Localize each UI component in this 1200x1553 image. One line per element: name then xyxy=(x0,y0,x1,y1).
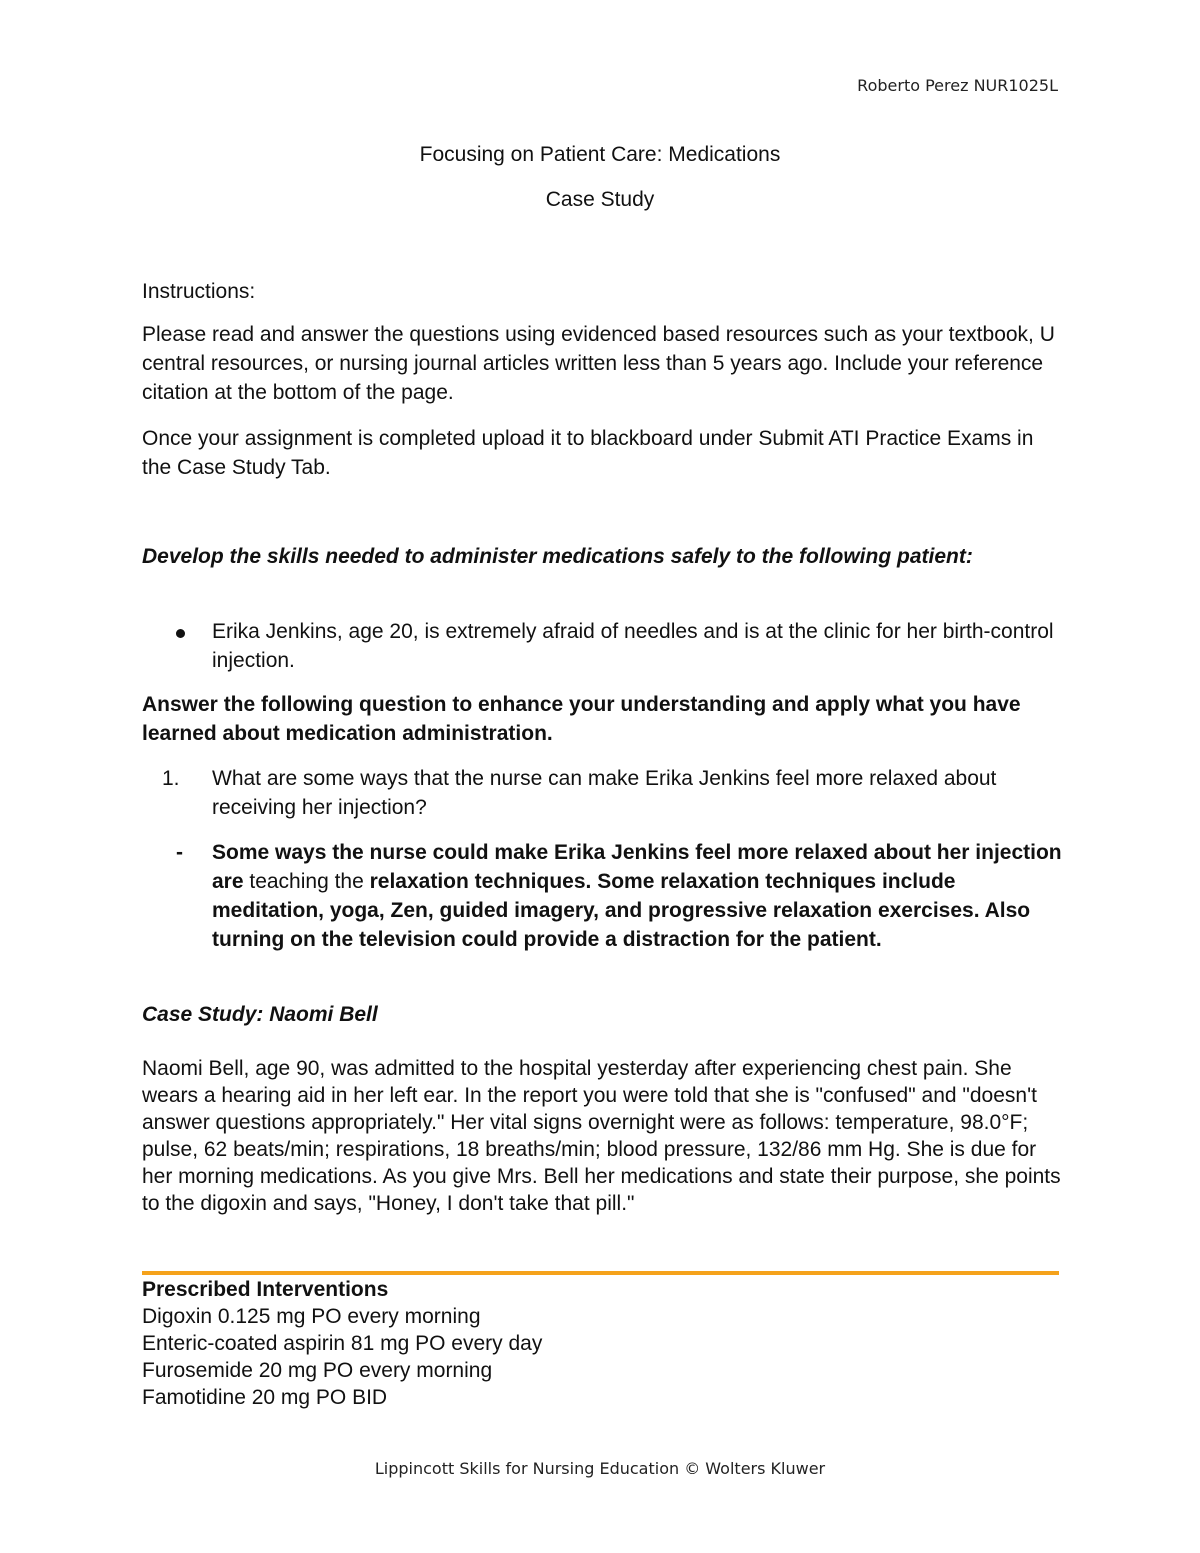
list-item: Furosemide 20 mg PO every morning xyxy=(142,1359,493,1382)
prescribed-interventions xyxy=(142,1276,1062,1411)
list-item: Digoxin 0.125 mg PO every morning xyxy=(142,1305,481,1328)
page-footer: Lippincott Skills for Nursing Education © Wolters Kluwer xyxy=(374,1459,826,1478)
answer-text-part-2: teaching the xyxy=(243,870,370,893)
answer-text-part-3: relaxation techniques. Some relaxation techniques include meditation, yoga, Zen, guided imagery, and progressive relaxation exercises. Also turning on the television could provide a distraction for the patient. xyxy=(212,870,1031,951)
case-study-heading: Case Study: Naomi Bell xyxy=(142,1003,378,1026)
instructions-paragraph-1: Please read and answer the questions using evidenced based resources such as your textbook, U central resources, or nursing journal articles written less than 5 years ago. Include your reference citation at the bottom of the page. xyxy=(142,323,1055,404)
bullet-dot-icon xyxy=(176,629,185,638)
document-subtitle: Case Study xyxy=(545,188,655,211)
question-number: 1. xyxy=(162,767,180,790)
skills-heading: Develop the skills needed to administer medications safely to the following patient: xyxy=(142,545,973,568)
document-title: Focusing on Patient Care: Medications xyxy=(419,143,781,166)
list-item: Famotidine 20 mg PO BID xyxy=(142,1386,388,1409)
instructions-label: Instructions: xyxy=(142,280,256,303)
answer-text xyxy=(212,838,1062,954)
section-divider xyxy=(142,1271,1059,1275)
prescribed-interventions-heading: Prescribed Interventions xyxy=(142,1278,389,1301)
prescribed-interventions-list xyxy=(142,1303,1062,1411)
answer-dash: - xyxy=(176,841,183,864)
list-item: Enteric-coated aspirin 81 mg PO every day xyxy=(142,1332,543,1355)
question-text: What are some ways that the nurse can make Erika Jenkins feel more relaxed about receiving her injection? xyxy=(212,767,997,819)
instructions-paragraph-2: Once your assignment is completed upload it to blackboard under Submit ATI Practice Exams in the Case Study Tab. xyxy=(142,427,1034,479)
author-course-header: Roberto Perez NUR1025L xyxy=(857,76,1058,95)
patient-bullet-text: Erika Jenkins, age 20, is extremely afraid of needles and is at the clinic for her birth-control injection. xyxy=(212,620,1054,672)
answer-text-part-1: Some ways the nurse could make Erika Jenkins feel more relaxed about her injection are xyxy=(212,841,1062,893)
case-study-paragraph: Naomi Bell, age 90, was admitted to the hospital yesterday after experiencing chest pain. She wears a hearing aid in her left ear. In the report you were told that she is "confused" and "doesn't answer questions appropriately." Her vital signs overnight were as follows: temperature, 98.0°F; pulse, 62 beats/min; respirations, 18 breaths/min; blood pressure, 132/86 mm Hg. She is due for her morning medications. As you give Mrs. Bell her medications and state their purpose, she points to the digoxin and says, "Honey, I don't take that pill." xyxy=(142,1057,1061,1215)
answer-instruction-heading: Answer the following question to enhance your understanding and apply what you have learned about medication administration. xyxy=(142,693,1021,745)
